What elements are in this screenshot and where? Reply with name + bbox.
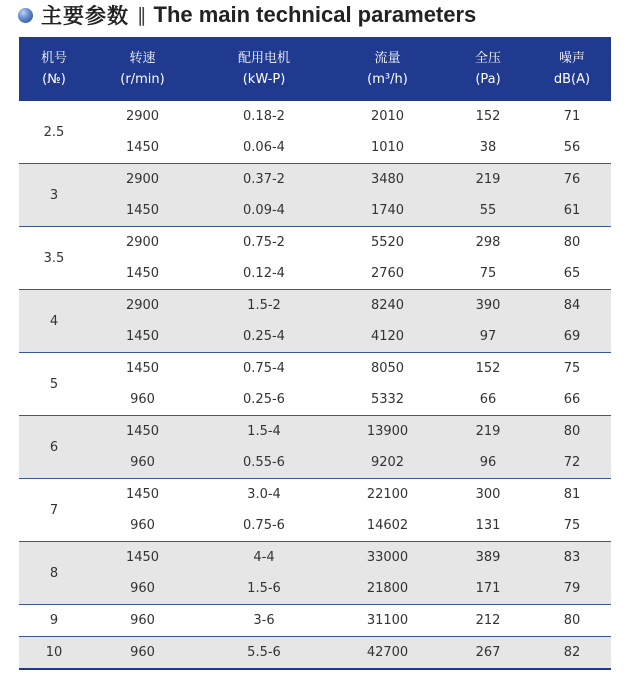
cell-pressure: 300 [475,487,501,502]
table-row [89,637,611,668]
cell-motor-power: 1.5-2 [247,298,281,313]
model-group [19,542,611,605]
column-header-motor: 配用电机 (kW-P) [237,51,290,87]
model-rows [89,227,611,289]
model-rows [89,637,611,668]
cell-airflow: 31100 [366,613,409,628]
cell-motor-power: 3.0-4 [247,487,281,502]
cell-airflow: 22100 [366,487,409,502]
model-number: 10 [45,645,63,660]
bullet-icon [18,8,33,23]
cell-airflow: 4120 [370,329,405,344]
model-rows [89,605,611,636]
cell-noise: 66 [563,392,581,407]
model-number: 3.5 [43,250,65,266]
table-body [19,101,611,670]
cell-airflow: 5332 [370,392,405,407]
cell-noise: 80 [563,424,581,439]
heading-title-en: The main technical parameters [153,2,477,27]
cell-noise: 75 [563,518,581,533]
cell-speed: 1450 [125,266,160,281]
cell-pressure: 390 [475,298,501,313]
column-header-airflow: 流量 (m³/h) [367,51,408,87]
model-rows [89,542,611,604]
cell-motor-power: 1.5-6 [247,581,281,596]
cell-pressure: 298 [475,235,501,250]
cell-airflow: 14602 [366,518,409,533]
model-number: 9 [49,613,59,628]
table-row [89,510,611,541]
model-number: 8 [49,565,59,581]
cell-noise: 80 [563,613,581,628]
cell-airflow: 1740 [370,203,405,218]
cell-noise: 71 [563,109,581,124]
model-rows [89,416,611,478]
cell-speed: 2900 [125,172,160,187]
table-row [89,605,611,636]
cell-airflow: 21800 [366,581,409,596]
cell-noise: 80 [563,235,581,250]
cell-airflow: 2010 [370,109,405,124]
model-group [19,637,611,670]
cell-pressure: 267 [475,645,501,660]
cell-pressure: 212 [475,613,501,628]
cell-speed: 960 [130,518,155,533]
cell-noise: 75 [563,361,581,376]
cell-airflow: 13900 [366,424,409,439]
cell-motor-power: 0.12-4 [243,266,285,281]
table-row [89,321,611,352]
cell-airflow: 1010 [370,140,405,155]
cell-noise: 81 [563,487,581,502]
model-rows [89,164,611,226]
table-row [89,258,611,289]
model-number: 5 [49,376,59,392]
table-row [89,290,611,321]
model-group [19,101,611,164]
cell-motor-power: 3-6 [253,613,275,628]
cell-speed: 1450 [125,487,160,502]
cell-noise: 72 [563,455,581,470]
table-row [89,195,611,226]
cell-noise: 69 [563,329,581,344]
cell-motor-power: 0.55-6 [243,455,285,470]
table-row [89,542,611,573]
cell-noise: 61 [563,203,581,218]
model-number: 3 [49,187,59,203]
cell-speed: 2900 [125,235,160,250]
cell-motor-power: 0.75-4 [243,361,285,376]
cell-pressure: 75 [479,266,497,281]
cell-speed: 1450 [125,361,160,376]
cell-speed: 1450 [125,140,160,155]
cell-motor-power: 0.75-6 [243,518,285,533]
column-header-model-no: 机号 (№) [40,51,67,87]
cell-motor-power: 0.09-4 [243,203,285,218]
cell-airflow: 9202 [370,455,405,470]
cell-motor-power: 0.18-2 [243,109,285,124]
cell-speed: 1450 [125,203,160,218]
cell-pressure: 131 [475,518,501,533]
cell-airflow: 42700 [366,645,409,660]
cell-noise: 79 [563,581,581,596]
cell-airflow: 33000 [366,550,409,565]
cell-airflow: 5520 [370,235,405,250]
model-rows [89,290,611,352]
cell-pressure: 38 [479,140,497,155]
model-number: 6 [49,439,59,455]
model-group [19,605,611,637]
cell-pressure: 219 [475,424,501,439]
cell-motor-power: 0.75-2 [243,235,285,250]
table-row [89,416,611,447]
cell-airflow: 3480 [370,172,405,187]
cell-speed: 1450 [125,329,160,344]
model-rows [89,479,611,541]
model-number: 4 [49,313,59,329]
cell-speed: 2900 [125,109,160,124]
cell-airflow: 2760 [370,266,405,281]
cell-airflow: 8240 [370,298,405,313]
cell-motor-power: 0.06-4 [243,140,285,155]
cell-pressure: 66 [479,392,497,407]
cell-noise: 82 [563,645,581,660]
table-row [89,479,611,510]
table-row [89,353,611,384]
cell-noise: 84 [563,298,581,313]
model-rows [89,353,611,415]
cell-pressure: 389 [475,550,501,565]
cell-speed: 960 [130,455,155,470]
model-group [19,290,611,353]
cell-noise: 56 [563,140,581,155]
heading-title-cn: 主要参数 [41,4,129,28]
cell-noise: 83 [563,550,581,565]
cell-speed: 960 [130,613,155,628]
table-row [89,132,611,163]
section-heading [18,0,618,30]
column-header-speed: 转速 (r/min) [120,51,165,87]
model-number: 7 [49,502,59,518]
heading-separator: ‖ [137,4,147,26]
cell-noise: 76 [563,172,581,187]
cell-pressure: 55 [479,203,497,218]
cell-speed: 960 [130,645,155,660]
table-row [89,101,611,132]
parameters-table [19,37,611,670]
cell-speed: 960 [130,581,155,596]
cell-speed: 1450 [125,550,160,565]
cell-motor-power: 1.5-4 [247,424,281,439]
table-row [89,384,611,415]
model-group [19,164,611,227]
column-header-pressure: 全压 (Pa) [474,51,501,87]
table-row [89,573,611,604]
cell-motor-power: 5.5-6 [247,645,281,660]
model-number: 2.5 [43,124,65,140]
cell-pressure: 152 [475,109,501,124]
cell-pressure: 171 [475,581,501,596]
cell-motor-power: 0.25-6 [243,392,285,407]
cell-pressure: 96 [479,455,497,470]
table-row [89,227,611,258]
model-group [19,227,611,290]
model-group [19,353,611,416]
cell-noise: 65 [563,266,581,281]
cell-motor-power: 4-4 [253,550,275,565]
cell-pressure: 152 [475,361,501,376]
cell-airflow: 8050 [370,361,405,376]
cell-speed: 2900 [125,298,160,313]
cell-motor-power: 0.37-2 [243,172,285,187]
cell-speed: 1450 [125,424,160,439]
model-group [19,479,611,542]
table-row [89,447,611,478]
model-rows [89,101,611,163]
model-group [19,416,611,479]
cell-motor-power: 0.25-4 [243,329,285,344]
table-row [89,164,611,195]
cell-speed: 960 [130,392,155,407]
cell-pressure: 97 [479,329,497,344]
table-header [19,37,611,101]
cell-pressure: 219 [475,172,501,187]
column-header-noise: 噪声 dB(A) [553,51,591,87]
